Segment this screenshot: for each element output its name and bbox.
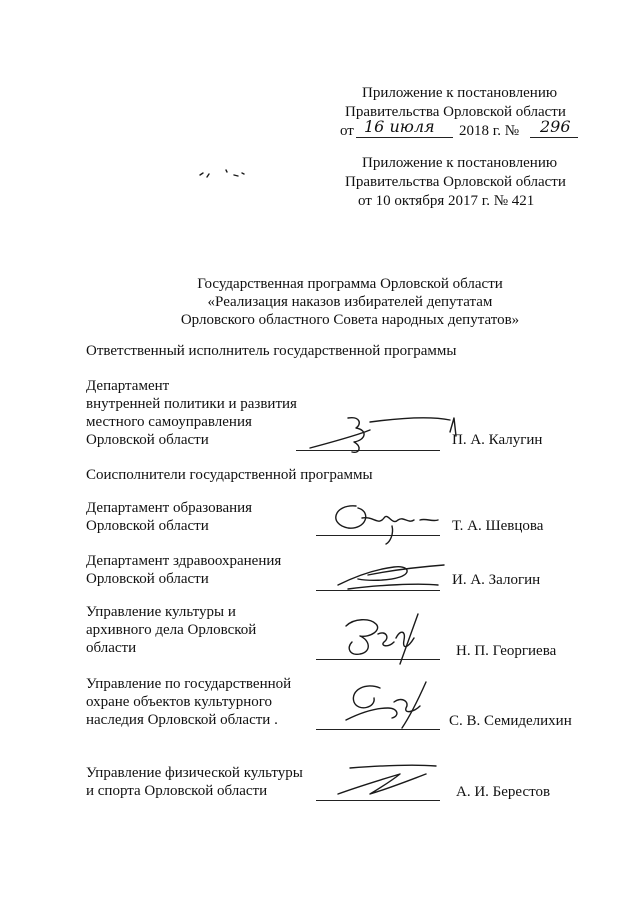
- responsible-person: П. А. Калугин: [452, 432, 543, 448]
- signature-semidelikhin: [326, 678, 446, 734]
- coexecutor-org-line: области: [86, 640, 137, 656]
- coexecutor-org-line: Департамент образования: [86, 500, 253, 516]
- program-title-line-1: Государственная программа Орловской области: [197, 276, 503, 292]
- coexecutor-org-line: Управление по государственной: [86, 676, 292, 692]
- coexecutor-person: Т. А. Шевцова: [452, 518, 544, 534]
- decree-line-1: Приложение к постановлению: [362, 85, 558, 101]
- original-line-1: Приложение к постановлению: [362, 155, 558, 171]
- decree-date-handwritten: 16 июля: [364, 117, 435, 136]
- signature-kalugin: [300, 410, 470, 460]
- coexecutor-org-line: наследия Орловской области .: [86, 712, 278, 728]
- decree-year: 2018 г. №: [459, 123, 520, 139]
- coexecutor-person: И. А. Залогин: [452, 572, 541, 588]
- signature-shevtsova: [322, 498, 452, 548]
- decree-number-handwritten: 296: [540, 117, 571, 136]
- coexecutor-org-line: охране объектов культурного: [86, 694, 273, 710]
- responsible-heading: Ответственный исполнитель государственной программы: [86, 343, 457, 359]
- responsible-org-line: Орловской области: [86, 432, 209, 448]
- coexecutor-org-line: Орловской области: [86, 518, 209, 534]
- coexecutor-person: Н. П. Георгиева: [456, 643, 557, 659]
- coexecutor-person: С. В. Семиделихин: [449, 713, 572, 729]
- coexecutor-person: А. И. Берестов: [456, 784, 551, 800]
- signature-georgieva: [330, 608, 440, 668]
- original-line-3: от 10 октября 2017 г. № 421: [358, 193, 535, 209]
- responsible-org-line: местного самоуправления: [86, 414, 252, 430]
- decree-date-prefix: от: [340, 123, 354, 139]
- signature-berestov: [330, 758, 450, 802]
- program-title-line-3: Орловского областного Совета народных депутатов»: [180, 312, 520, 328]
- coexecutors-heading: Соисполнители государственной программы: [86, 467, 373, 483]
- coexecutor-org-line: Орловской области: [86, 571, 209, 587]
- coexecutor-org-line: Управление культуры и: [86, 604, 236, 620]
- date-underline: [356, 137, 453, 138]
- coexecutor-org-line: и спорта Орловской области: [86, 783, 268, 799]
- program-title-line-2: «Реализация наказов избирателей депутатам: [207, 294, 493, 310]
- responsible-org-line: Департамент: [86, 378, 170, 394]
- signature-zalogin: [318, 555, 458, 595]
- decree-line-2: Правительства Орловской области: [345, 104, 566, 120]
- coexecutor-org-line: архивного дела Орловской: [86, 622, 257, 638]
- scan-speckles: [198, 165, 248, 181]
- original-line-2: Правительства Орловской области: [345, 174, 566, 190]
- coexecutor-org-line: Департамент здравоохранения: [86, 553, 282, 569]
- coexecutor-org-line: Управление физической культуры: [86, 765, 303, 781]
- number-underline: [530, 137, 578, 138]
- responsible-org-line: внутренней политики и развития: [86, 396, 297, 412]
